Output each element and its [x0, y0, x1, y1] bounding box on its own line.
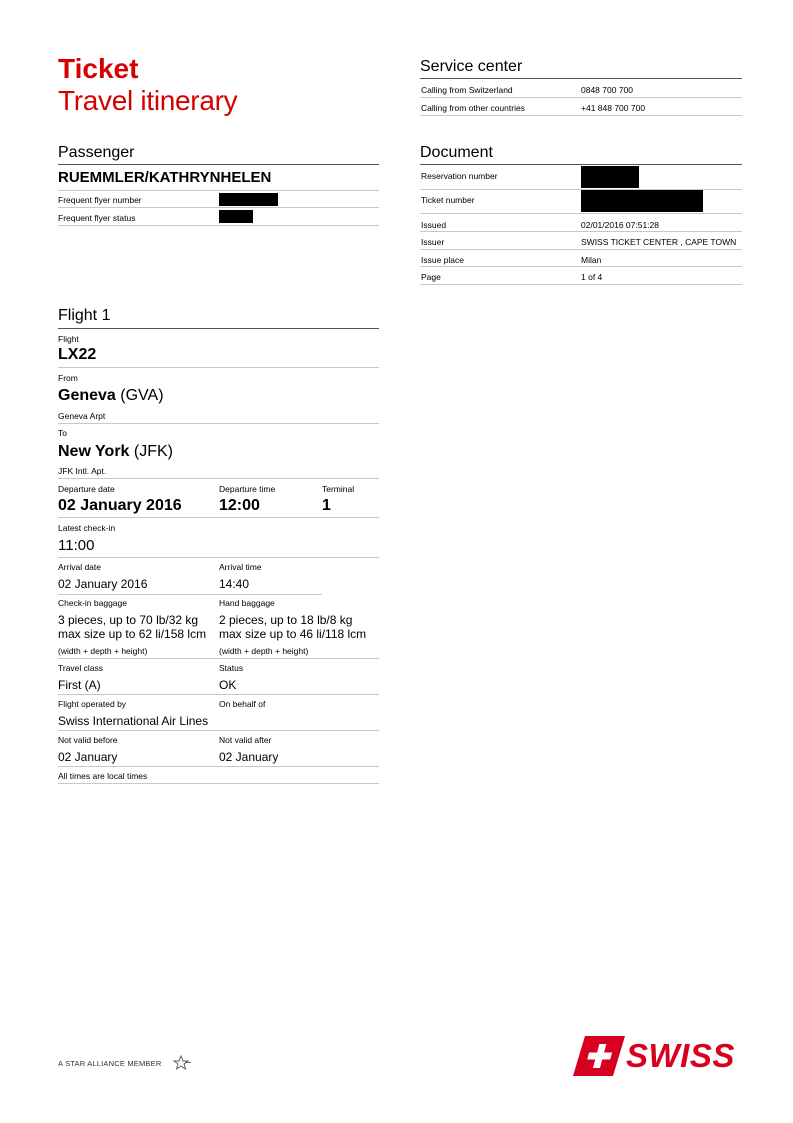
star-alliance-text: A STAR ALLIANCE MEMBER	[58, 1059, 162, 1068]
not-valid-after-value: 02 January	[219, 750, 279, 764]
on-behalf-of-label: On behalf of	[219, 699, 266, 709]
terminal-value: 1	[322, 497, 331, 514]
frequent-flyer-status-label: Frequent flyer status	[58, 213, 136, 223]
frequent-flyer-number-redaction	[219, 193, 278, 206]
passenger-name: RUEMMLER/KATHRYNHELEN	[58, 169, 272, 186]
departure-date-label: Departure date	[58, 484, 115, 494]
from-city: Geneva	[58, 387, 116, 404]
flight-row-divider	[58, 694, 379, 695]
latest-checkin-value: 11:00	[58, 537, 95, 554]
flight-number-value: LX22	[58, 346, 97, 363]
page-value: 1 of 4	[581, 272, 603, 282]
to-airport: JFK Intl. Apt.	[58, 466, 107, 476]
departure-date-value: 02 January 2016	[58, 497, 182, 514]
flight-row-divider	[58, 730, 379, 731]
arrival-date-label: Arrival date	[58, 562, 101, 572]
issue-place-label: Issue place	[421, 255, 464, 265]
calling-switzerland-value: 0848 700 700	[581, 85, 633, 95]
reservation-number-redaction	[581, 166, 639, 188]
document-divider	[420, 164, 742, 165]
status-value: OK	[219, 678, 237, 692]
arrival-date-value: 02 January 2016	[58, 577, 148, 591]
flight-row-divider	[58, 766, 379, 767]
status-label: Status	[219, 663, 244, 673]
document-row-divider	[420, 249, 742, 250]
ticket-number-label: Ticket number	[421, 195, 475, 205]
terminal-label: Terminal	[322, 484, 355, 494]
operated-by-label: Flight operated by	[58, 699, 127, 709]
swiss-logo-text: SWISS	[626, 1037, 735, 1074]
page-label: Page	[421, 272, 441, 282]
document-heading: Document	[420, 144, 493, 161]
arrival-time-value: 14:40	[219, 577, 250, 591]
flight-row-divider	[58, 557, 379, 558]
swiss-logo-icon	[573, 1036, 625, 1076]
flight-row-divider	[58, 658, 379, 659]
calling-other-countries-value: +41 848 700 700	[581, 103, 646, 113]
flight-row-divider	[58, 367, 379, 368]
frequent-flyer-status-redaction	[219, 210, 253, 223]
travel-class-label: Travel class	[58, 663, 104, 673]
document-row-divider	[420, 231, 742, 232]
flight-row-divider	[58, 517, 379, 518]
service-center-divider	[420, 78, 742, 79]
issued-label: Issued	[421, 220, 447, 230]
travel-itinerary-subtitle: Travel itinerary	[58, 85, 238, 116]
passenger-row-divider	[58, 225, 379, 226]
from-code: (GVA)	[120, 387, 164, 404]
to-label: To	[58, 428, 67, 438]
checkin-baggage-weight: 3 pieces, up to 70 lb/32 kg	[58, 613, 199, 627]
frequent-flyer-number-label: Frequent flyer number	[58, 195, 142, 205]
ticket-title: Ticket	[58, 53, 139, 84]
passenger-heading: Passenger	[58, 144, 135, 161]
calling-other-countries-label: Calling from other countries	[421, 103, 525, 113]
departure-time-value: 12:00	[219, 497, 260, 514]
departure-time-label: Departure time	[219, 484, 276, 494]
operated-by-value: Swiss International Air Lines	[58, 714, 209, 728]
from-airport: Geneva Arpt	[58, 411, 106, 421]
document-row-divider	[420, 284, 742, 285]
document-row-divider	[420, 266, 742, 267]
checkin-baggage-label: Check-in baggage	[58, 598, 127, 608]
hand-baggage-label: Hand baggage	[219, 598, 275, 608]
flight-row-divider	[58, 783, 379, 784]
flight-number-label: Flight	[58, 334, 79, 344]
not-valid-after-label: Not valid after	[219, 735, 272, 745]
checkin-baggage-size: max size up to 62 li/158 lcm	[58, 627, 207, 641]
to-location	[58, 442, 173, 461]
issued-value: 02/01/2016 07:51:28	[581, 220, 659, 230]
local-times-footnote: All times are local times	[58, 771, 148, 781]
reservation-number-label: Reservation number	[421, 171, 498, 181]
issuer-value: SWISS TICKET CENTER , CAPE TOWN	[581, 237, 737, 247]
hand-baggage-weight: 2 pieces, up to 18 lb/8 kg	[219, 613, 353, 627]
hand-baggage-size: max size up to 46 li/118 lcm	[219, 627, 367, 641]
service-center-row-divider	[420, 97, 742, 98]
to-city: New York	[58, 443, 130, 460]
flight-row-divider	[58, 594, 322, 595]
flight-heading: Flight 1	[58, 307, 111, 324]
latest-checkin-label: Latest check-in	[58, 523, 116, 533]
to-code: (JFK)	[133, 443, 173, 460]
flight-row-divider	[58, 423, 379, 424]
document-row-divider	[420, 213, 742, 214]
star-alliance-icon	[172, 1055, 192, 1071]
service-center-row-divider	[420, 115, 742, 116]
flight-divider	[58, 328, 379, 329]
issue-place-value: Milan	[581, 255, 602, 265]
travel-class-value: First (A)	[58, 678, 101, 692]
calling-switzerland-label: Calling from Switzerland	[421, 85, 513, 95]
not-valid-before-label: Not valid before	[58, 735, 118, 745]
passenger-row-divider	[58, 207, 379, 208]
ticket-number-redaction	[581, 190, 703, 212]
from-label: From	[58, 373, 78, 383]
hand-baggage-note: (width + depth + height)	[219, 646, 309, 656]
service-center-heading: Service center	[420, 58, 523, 75]
passenger-divider	[58, 164, 379, 165]
from-location	[58, 386, 164, 405]
checkin-baggage-note: (width + depth + height)	[58, 646, 148, 656]
issuer-label: Issuer	[421, 237, 445, 247]
not-valid-before-value: 02 January	[58, 750, 118, 764]
passenger-row-divider	[58, 190, 379, 191]
arrival-time-label: Arrival time	[219, 562, 262, 572]
flight-row-divider	[58, 478, 379, 479]
